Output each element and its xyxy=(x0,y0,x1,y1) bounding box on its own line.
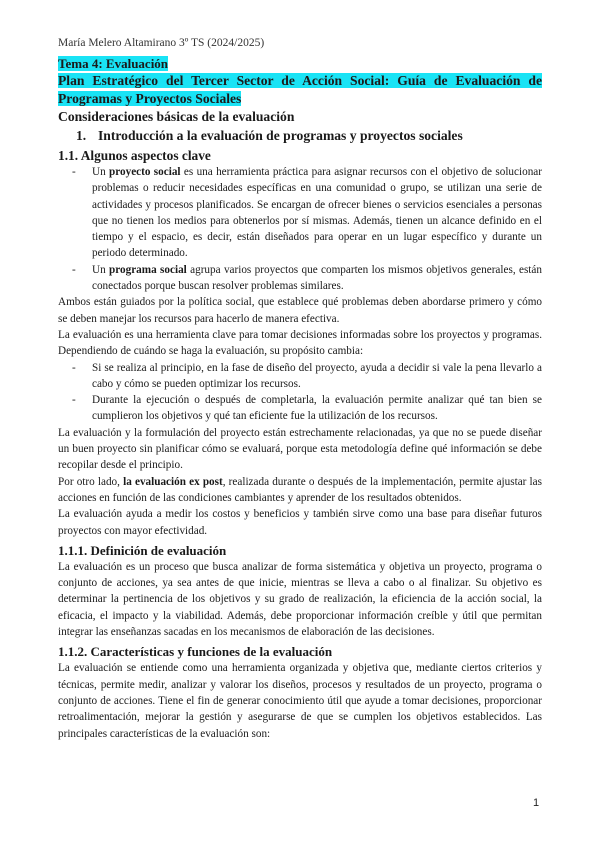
list-item-ejecucion: - Durante la ejecución o después de completarla, la evaluación permite analizar qué tan bien se cumplieron los objetivos y qué tan eficiente fue la utilización de los recursos. xyxy=(72,394,542,423)
heading-aspectos-clave: 1.1. Algunos aspectos clave xyxy=(58,148,211,163)
paragraph-formulacion: La evaluación y la formulación del proyecto están estrechamente relacionadas, ya que no se puede diseñar un buen proyecto sin planificar cómo se evaluará, porque esta metodología define qué información se debe recopilar desde el principio. xyxy=(58,426,542,472)
list-item-principio: - Si se realiza al principio, en la fase de diseño del proyecto, ayuda a decidir si vale la pena llevarlo a cabo y cómo se pueden optimizar los recursos. xyxy=(72,361,542,390)
plan-title: Plan Estratégico del Tercer Sector de Acción Social: Guía de Evaluación de Programas y Proyectos Sociales xyxy=(58,73,542,106)
list-item-programa-social: - Un programa social agrupa varios proyectos que comparten los mismos objetivos generales, están conectados porque buscan resolver problemas similares. xyxy=(72,263,542,293)
paragraph-evaluacion-clave: La evaluación es una herramienta clave para tomar decisiones informadas sobre los proyectos y programas. Dependiendo de cuándo se haga la evaluación, su propósito cambia: xyxy=(58,328,542,358)
heading-introduccion: 1. Introducción a la evaluación de programas y proyectos sociales xyxy=(76,128,463,143)
paragraph-politica-social: Ambos están guiados por la política social, que establece qué problemas deben abordarse primero y cómo se deben manejar los recursos para hacerlo de manera efectiva. xyxy=(58,296,542,325)
paragraph-definicion: La evaluación es un proceso que busca analizar de forma sistemática y objetiva un proyecto, programa o conjunto de acciones, ya sea antes de que inicie, mientras se lleva a cabo o al finalizar. Su objetivo es determinar la pertinencia de los objetivos y su grado de realización, la eficiencia de la acción social, la eficacia, el impacto y la viabilidad. Además, debe proporcionar información creíble y útil que permitan integrar las enseñanzas sacadas en los mecanismos de elaboración de las decisiones. xyxy=(58,560,542,639)
topic-title: Tema 4: Evaluación xyxy=(58,56,169,71)
author-header: María Melero Altamirano 3º TS (2024/2025) xyxy=(58,37,265,49)
bullet-list-definitions xyxy=(58,164,542,294)
document-page xyxy=(58,37,542,742)
list-item-proyecto-social: - Un proyecto social es una herramienta práctica para asignar recursos con el objetivo de solucionar problemas o reducir necesidades específicas en una comunidad o grupo, se utilizan una serie de actividades y procesos planificados. Se encargan de ofrecer bienes o servicios esenciales a personas que no tienen los medios para obtenerlos por sí mismas. Además, tienen un alcance definido en el tiempo y el espacio, es decir, están diseñados para operar en un lugar específico y durante un periodo determinado. xyxy=(72,166,542,260)
paragraph-costos: La evaluación ayuda a medir los costos y beneficios y también sirve como una base para diseñar futuros proyectos con mayor efectividad. xyxy=(58,508,542,537)
heading-definicion: 1.1.1. Definición de evaluación xyxy=(58,542,227,558)
paragraph-ex-post: Por otro lado, la evaluación ex post, realizada durante o después de la implementación, permite ajustar las acciones en función de las condiciones cambiantes y aprender de los resultados obtenidos. xyxy=(58,475,542,504)
bullet-list-timing xyxy=(58,360,542,425)
considerations-heading: Consideraciones básicas de la evaluación xyxy=(58,109,295,124)
heading-caracteristicas: 1.1.2. Características y funciones de la evaluación xyxy=(58,644,333,660)
paragraph-caracteristicas: La evaluación se entiende como una herramienta organizada y objetiva que, mediante ciertos criterios y técnicas, permite medir, analizar y valorar los diseños, procesos y resultados de un proyecto, programa o conjunto de acciones. Tiene el fin de generar conocimiento útil que ayude a tomar decisiones, proporcionar retroalimentación, mejorar la gestión y asegurarse de que se cumplen los objetivos establecidos. Las principales características de la evaluación son: xyxy=(58,662,542,740)
page-number: 1 xyxy=(533,797,540,809)
